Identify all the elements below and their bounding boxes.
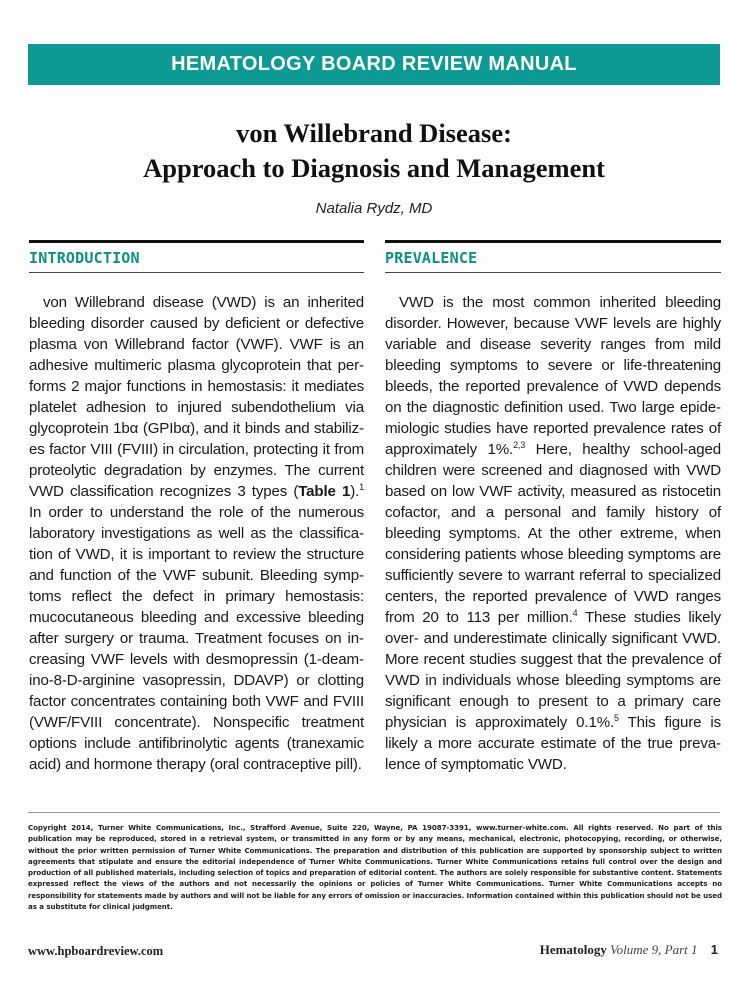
- prev-text-d: This figure is likely a more accurate estimate of the true prevalence of symptomatic VWD.: [385, 714, 721, 773]
- footer-page-number: 1: [710, 942, 718, 957]
- section-bottom-rule: [385, 272, 721, 273]
- intro-text-a: von Willebrand disease (VWD) is an inherited bleeding disorder caused by deficient or defective plasma von Willebrand factor (VWF). VWF is an adhesive multimeric plasma glycoprotein that performs 2 major functions in hemostasis: it mediates platelet adhesion to injured subendothelium via glycoprotein 1bα (GPIbα), and it binds and stabilizes factor VIII (FVIII) in circulation, protecting it from proteolytic degradation by enzymes. The current VWD classification recognizes 3 types (: [29, 294, 364, 500]
- reference-4[interactable]: 4: [572, 607, 578, 618]
- prev-text-b: Here, healthy school-aged children were screened and diagnosed with VWD based on low VWF activity, measured as ristocetin cofactor, and a personal and family history of bleeding symptoms. At the other extreme, when considering patients whose bleeding symptoms are sufficiently severe to warrant referral to specialized centers, the reported prevalence of VWD ranges from 20 to 113 per million.: [385, 441, 721, 626]
- prev-text-c: These studies likely over- and underestimate clinically significant VWD. More recent studies suggest that the prevalence of VWD in individuals whose bleeding symptoms are significant enough to present to a primary care physician is approximately 0.1%.: [385, 609, 721, 731]
- intro-text-c: In order to understand the role of the numerous laboratory investigations as well as the classification of VWD, it is important to review the structure and function of the VWF subunit. Bleeding symptoms reflect the defect in primary hemostasis: mucocutaneous bleeding and excessive bleeding after surgery or trauma. Treatment focuses on increasing VWF levels with desmopressin (1-deamino-8-D-arginine vasopressin, DDAVP) or clotting factor concentrates containing both VWF and FVIII (VWF/FVIII concentrate). Nonspecific treatment options include antifibrinolytic agents (tranexamic acid) and hormone therapy (oral contraceptive pill).: [29, 504, 364, 773]
- introduction-section: [29, 240, 364, 775]
- title-line-2: Approach to Diagnosis and Management: [143, 153, 605, 183]
- copyright-notice: Copyright 2014, Turner White Communications, Inc., Strafford Avenue, Suite 220, Wayne, PA 19087-3391, www.turner-white.com. All rights reserved. No part of this publication may be reproduced, stored in a retrieval system, or transmitted in any form or by any means, mechanical, electronic, photocopying, recording, or otherwise, without the prior written permission of Turner White Communications. The preparation and distribution of this publication are supported by sponsorship subject to written agreements that stipulate and ensure the editorial independence of Turner White Communications. Turner White Communications retains full control over the design and production of all published materials, including selection of topics and preparation of editorial content. The authors are solely responsible for substantive content. Statements expressed reflect the views of the authors and not necessarily the opinions or policies of Turner White Communications. Turner White Communications accepts no responsibility for statements made by authors and will not be liable for any errors of omission or inaccuracies. Information contained within this publication should not be used as a substitute for clinical judgment.: [28, 823, 722, 912]
- section-bottom-rule: [29, 272, 364, 273]
- intro-text-b: ).: [350, 483, 360, 500]
- introduction-heading: INTRODUCTION: [29, 249, 140, 267]
- table-1-reference[interactable]: Table 1: [298, 483, 351, 500]
- author-name: Natalia Rydz, MD: [315, 200, 433, 217]
- section-top-rule: [29, 240, 364, 243]
- reference-5[interactable]: 5: [614, 712, 619, 723]
- prevalence-paragraph: [385, 292, 721, 775]
- article-title: [28, 116, 720, 186]
- footer-website[interactable]: www.hpboardreview.com: [28, 944, 164, 958]
- manual-banner: HEMATOLOGY BOARD REVIEW MANUAL: [28, 44, 720, 85]
- footer-volume: Volume 9, Part 1: [610, 942, 698, 957]
- reference-1[interactable]: 1: [359, 481, 365, 492]
- section-top-rule: [385, 240, 721, 243]
- prevalence-section: [385, 240, 721, 775]
- title-line-1: von Willebrand Disease:: [236, 118, 512, 148]
- prevalence-heading: PREVALENCE: [385, 249, 478, 267]
- copyright-divider: [28, 812, 720, 813]
- footer-journal: Hematology: [539, 942, 607, 957]
- introduction-paragraph: [29, 292, 364, 775]
- reference-2-3[interactable]: 2,3: [513, 439, 526, 450]
- footer-journal-info: [540, 942, 718, 958]
- prev-text-a: VWD is the most common inherited bleeding disorder. However, because VWF levels are highly variable and disease severity ranges from mild bleeding symptoms to severe or life-threatening bleeds, the reported prevalence of VWD depends on the diagnostic definition used. Two large epidemiologic studies have reported prevalence rates of approximately 1%.: [385, 294, 721, 458]
